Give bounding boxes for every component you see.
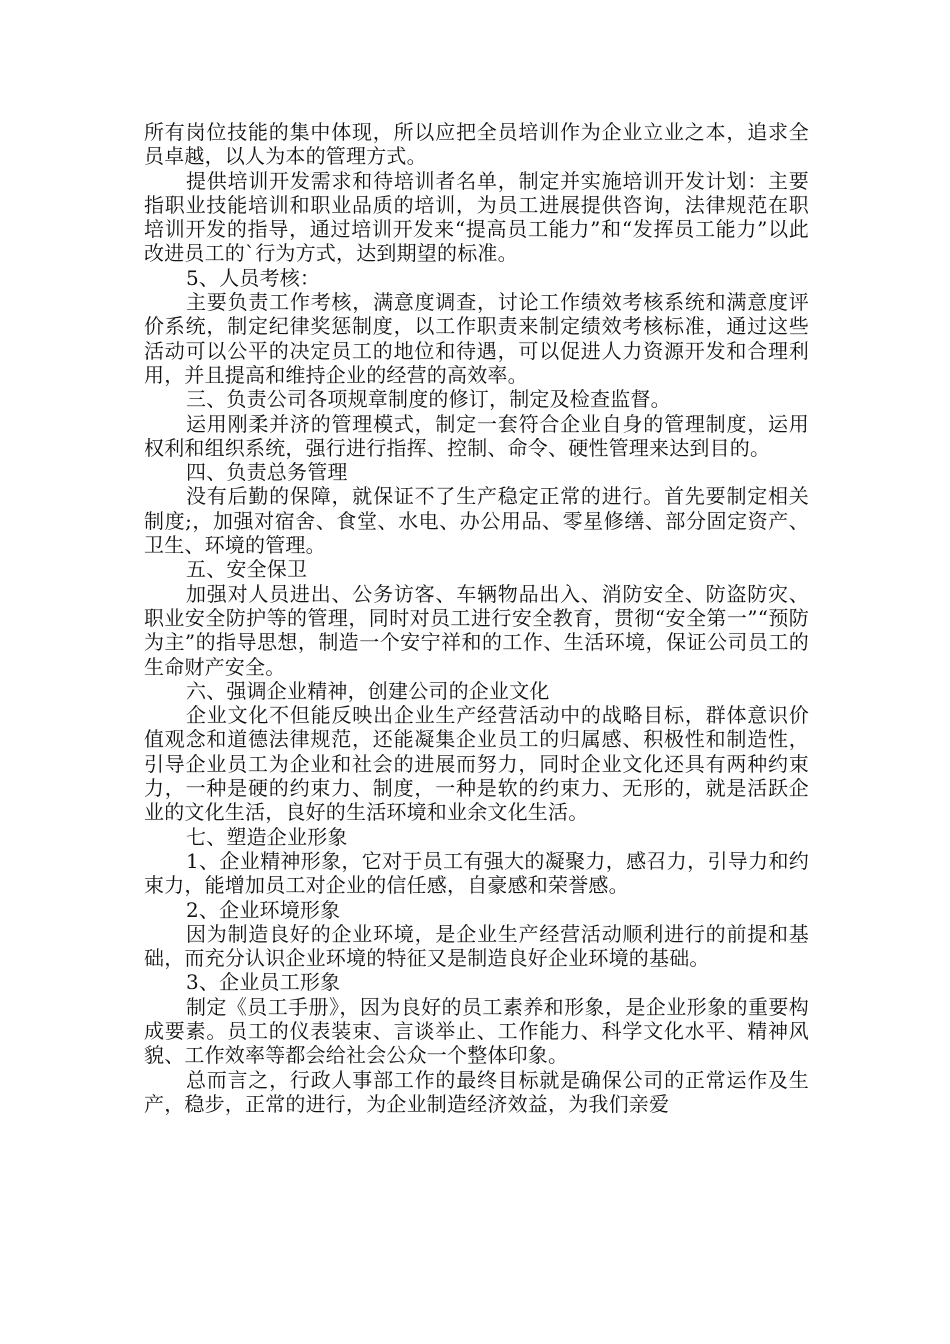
- paragraph-8: 没有后勤的保障，就保证不了生产稳定正常的进行。首先要制定相关制度;，加强对宿舍、食堂、水电、办公用品、零星修缮、部分固定资产、卫生、环境的管理。: [144, 484, 809, 558]
- paragraph-10: 加强对人员进出、公务访客、车辆物品出入、消防安全、防盗防灾、职业安全防护等的管理，同时对员工进行安全教育，贯彻“安全第一”“预防为主”的指导思想，制造一个安宁祥和的工作、生活环境，保证公司员工的生命财产安全。: [144, 581, 809, 679]
- paragraph-6: 运用刚柔并济的管理模式，制定一套符合企业自身的管理制度，运用权利和组织系统，强行进行指挥、控制、命令、硬性管理来达到目的。: [144, 411, 809, 460]
- paragraph-19: 总而言之，行政人事部工作的最终目标就是确保公司的正常运作及生产，稳步，正常的进行，为企业制造经济效益，为我们亲爱: [144, 1067, 809, 1116]
- heading-environment-image: 2、企业环境形象: [186, 897, 341, 922]
- heading-section-4: 四、负责总务管理: [186, 460, 348, 485]
- heading-employee-image: 3、企业员工形象: [186, 970, 341, 995]
- document-body: [144, 120, 809, 1116]
- paragraph-14: 1、企业精神形象，它对于员工有强大的凝聚力，感召力，引导力和约束力，能增加员工对企业的信任感，自豪感和荣誉感。: [144, 848, 809, 898]
- heading-section-5: 五、安全保卫: [186, 557, 308, 582]
- paragraph-1: 所有岗位技能的集中体现，所以应把全员培训作为企业立业之本，追求全员卓越，以人为本的管理方式。: [144, 120, 809, 169]
- paragraph-2: 提供培训开发需求和待培训者名单，制定并实施培训开发计划：主要指职业技能培训和职业品质的培训，为员工进展提供咨询，法律规范在职培训开发的指导，通过培训开发来“提高员工能力”和“发挥员工能力”以此改进员工的`行为方式，达到期望的标准。: [144, 168, 809, 266]
- heading-section-7: 七、塑造企业形象: [186, 824, 348, 849]
- heading-section-3: 三、负责公司各项规章制度的修订，制定及检查监督。: [186, 387, 671, 412]
- heading-section-6: 六、强调企业精神，创建公司的企业文化: [186, 678, 550, 703]
- paragraph-4: 主要负责工作考核，满意度调查，讨论工作绩效考核系统和满意度评价系统，制定纪律奖惩制度，以工作职责来制定绩效考核标准，通过这些活动可以公平的决定员工的地位和待遇，可以促进人力资源开发和合理利用，并且提高和维持企业的经营的高效率。: [144, 290, 809, 387]
- paragraph-16: 因为制造良好的企业环境，是企业生产经营活动顺利进行的前提和基础，而充分认识企业环境的特征又是制造良好企业环境的基础。: [144, 921, 809, 971]
- paragraph-18: 制定《员工手册》，因为良好的员工素养和形象，是企业形象的重要构成要素。员工的仪表装束、言谈举止、工作能力、科学文化水平、精神风貌、工作效率等都会给社会公众一个整体印象。: [144, 994, 809, 1068]
- paragraph-12: 企业文化不但能反映出企业生产经营活动中的战略目标，群体意识价值观念和道德法律规范，还能凝集企业员工的归属感、积极性和制造性，引导企业员工为企业和社会的进展而努力，同时企业文化还具有两种约束力，一种是硬的约束力、制度，一种是软的约束力、无形的，就是活跃企业的文化生活，良好的生活环境和业余文化生活。: [144, 703, 809, 825]
- heading-personnel-assessment: 5、人员考核：: [186, 265, 321, 290]
